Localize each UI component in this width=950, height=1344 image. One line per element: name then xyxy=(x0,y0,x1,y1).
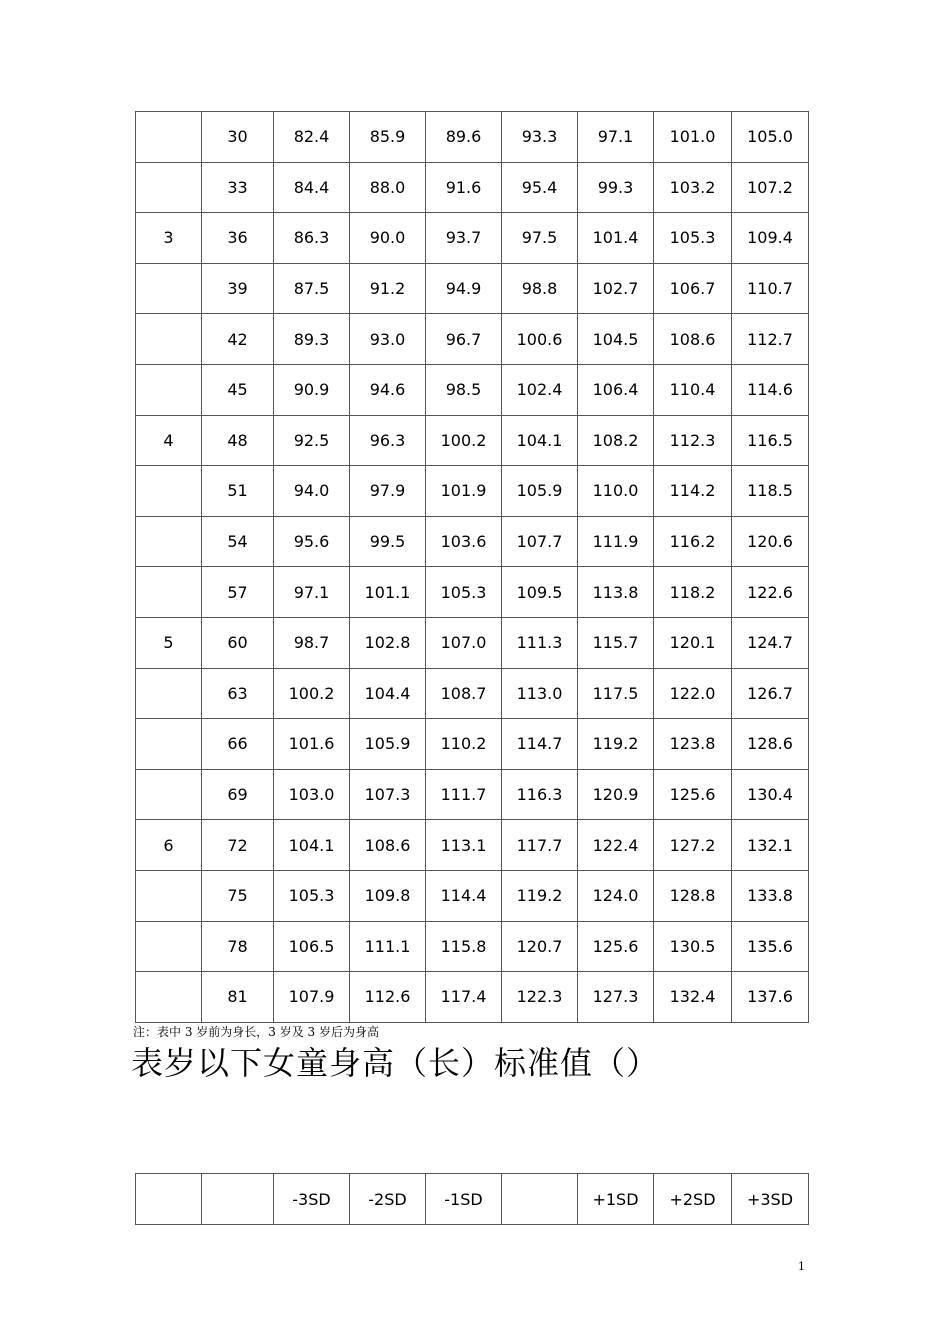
value-cell: 104.1 xyxy=(502,415,578,466)
age-month-cell: 42 xyxy=(202,314,274,365)
table-row xyxy=(136,466,809,517)
table-row xyxy=(136,719,809,770)
value-cell: 107.3 xyxy=(350,769,426,820)
age-month-cell: 39 xyxy=(202,263,274,314)
value-cell: 105.0 xyxy=(732,112,809,163)
value-cell: 122.4 xyxy=(578,820,654,871)
value-cell: 107.7 xyxy=(502,516,578,567)
value-cell: 107.9 xyxy=(274,972,350,1023)
value-cell: 128.8 xyxy=(654,870,732,921)
age-month-cell: 66 xyxy=(202,719,274,770)
table-note: 注：表中 3 岁前为身长，3 岁及 3 岁后为身高 xyxy=(133,1025,379,1039)
value-cell: 106.7 xyxy=(654,263,732,314)
age-month-cell: 30 xyxy=(202,112,274,163)
age-month-cell: 36 xyxy=(202,213,274,264)
value-cell: 115.8 xyxy=(426,921,502,972)
value-cell: 125.6 xyxy=(578,921,654,972)
value-cell: 84.4 xyxy=(274,162,350,213)
value-cell: 126.7 xyxy=(732,668,809,719)
age-month-cell: 69 xyxy=(202,769,274,820)
value-cell: 112.3 xyxy=(654,415,732,466)
value-cell: 94.6 xyxy=(350,364,426,415)
value-cell: 113.1 xyxy=(426,820,502,871)
value-cell: 107.0 xyxy=(426,617,502,668)
value-cell: 92.5 xyxy=(274,415,350,466)
value-cell: 108.7 xyxy=(426,668,502,719)
table-row xyxy=(136,870,809,921)
age-year-cell xyxy=(136,921,202,972)
value-cell: 130.5 xyxy=(654,921,732,972)
age-year-cell xyxy=(136,769,202,820)
value-cell: 103.0 xyxy=(274,769,350,820)
age-year-cell xyxy=(136,972,202,1023)
value-cell: 100.6 xyxy=(502,314,578,365)
value-cell: 90.9 xyxy=(274,364,350,415)
value-cell: 118.2 xyxy=(654,567,732,618)
age-year-cell: 6 xyxy=(136,820,202,871)
column-header: +1SD xyxy=(578,1174,654,1225)
value-cell: 110.2 xyxy=(426,719,502,770)
value-cell: 105.3 xyxy=(654,213,732,264)
value-cell: 108.6 xyxy=(350,820,426,871)
value-cell: 137.6 xyxy=(732,972,809,1023)
value-cell: 111.3 xyxy=(502,617,578,668)
value-cell: 119.2 xyxy=(502,870,578,921)
value-cell: 97.5 xyxy=(502,213,578,264)
page-number: 1 xyxy=(798,1260,805,1273)
value-cell: 109.5 xyxy=(502,567,578,618)
value-cell: 89.3 xyxy=(274,314,350,365)
value-cell: 118.5 xyxy=(732,466,809,517)
table-row xyxy=(136,415,809,466)
value-cell: 97.1 xyxy=(578,112,654,163)
value-cell: 117.4 xyxy=(426,972,502,1023)
value-cell: 94.0 xyxy=(274,466,350,517)
column-header: -1SD xyxy=(426,1174,502,1225)
table-row xyxy=(136,364,809,415)
value-cell: 112.7 xyxy=(732,314,809,365)
table-row xyxy=(136,617,809,668)
value-cell: 89.6 xyxy=(426,112,502,163)
age-year-cell xyxy=(136,668,202,719)
value-cell: 124.7 xyxy=(732,617,809,668)
value-cell: 101.9 xyxy=(426,466,502,517)
value-cell: 98.7 xyxy=(274,617,350,668)
age-year-cell xyxy=(136,364,202,415)
age-month-cell: 75 xyxy=(202,870,274,921)
value-cell: 120.9 xyxy=(578,769,654,820)
value-cell: 82.4 xyxy=(274,112,350,163)
value-cell: 114.2 xyxy=(654,466,732,517)
value-cell: 114.4 xyxy=(426,870,502,921)
value-cell: 91.6 xyxy=(426,162,502,213)
value-cell: 91.2 xyxy=(350,263,426,314)
value-cell: 106.4 xyxy=(578,364,654,415)
value-cell: 105.3 xyxy=(274,870,350,921)
value-cell: 110.0 xyxy=(578,466,654,517)
value-cell: 98.8 xyxy=(502,263,578,314)
value-cell: 103.6 xyxy=(426,516,502,567)
value-cell: 96.3 xyxy=(350,415,426,466)
value-cell: 133.8 xyxy=(732,870,809,921)
value-cell: 120.6 xyxy=(732,516,809,567)
value-cell: 135.6 xyxy=(732,921,809,972)
value-cell: 87.5 xyxy=(274,263,350,314)
age-year-cell xyxy=(136,870,202,921)
age-year-cell xyxy=(136,112,202,163)
value-cell: 103.2 xyxy=(654,162,732,213)
value-cell: 104.5 xyxy=(578,314,654,365)
age-month-cell: 51 xyxy=(202,466,274,517)
value-cell: 106.5 xyxy=(274,921,350,972)
age-month-cell: 57 xyxy=(202,567,274,618)
age-year-cell xyxy=(136,162,202,213)
value-cell: 111.1 xyxy=(350,921,426,972)
value-cell: 102.8 xyxy=(350,617,426,668)
value-cell: 123.8 xyxy=(654,719,732,770)
value-cell: 101.1 xyxy=(350,567,426,618)
value-cell: 102.4 xyxy=(502,364,578,415)
value-cell: 88.0 xyxy=(350,162,426,213)
value-cell: 96.7 xyxy=(426,314,502,365)
sd-header-table xyxy=(135,1173,809,1225)
value-cell: 93.3 xyxy=(502,112,578,163)
value-cell: 128.6 xyxy=(732,719,809,770)
value-cell: 115.7 xyxy=(578,617,654,668)
table-row xyxy=(136,972,809,1023)
column-header: +3SD xyxy=(732,1174,809,1225)
age-month-cell: 60 xyxy=(202,617,274,668)
value-cell: 112.6 xyxy=(350,972,426,1023)
age-year-cell xyxy=(136,263,202,314)
table-row xyxy=(136,516,809,567)
value-cell: 107.2 xyxy=(732,162,809,213)
value-cell: 132.4 xyxy=(654,972,732,1023)
age-year-cell xyxy=(136,719,202,770)
table-row xyxy=(136,921,809,972)
column-header: -2SD xyxy=(350,1174,426,1225)
value-cell: 125.6 xyxy=(654,769,732,820)
value-cell: 109.4 xyxy=(732,213,809,264)
value-cell: 105.9 xyxy=(502,466,578,517)
column-header xyxy=(202,1174,274,1225)
value-cell: 100.2 xyxy=(274,668,350,719)
value-cell: 99.3 xyxy=(578,162,654,213)
value-cell: 86.3 xyxy=(274,213,350,264)
table-row xyxy=(136,162,809,213)
value-cell: 90.0 xyxy=(350,213,426,264)
age-month-cell: 54 xyxy=(202,516,274,567)
value-cell: 98.5 xyxy=(426,364,502,415)
table-row xyxy=(136,263,809,314)
value-cell: 113.8 xyxy=(578,567,654,618)
value-cell: 97.9 xyxy=(350,466,426,517)
age-year-cell xyxy=(136,567,202,618)
height-standard-table xyxy=(135,111,809,1023)
value-cell: 109.8 xyxy=(350,870,426,921)
value-cell: 95.4 xyxy=(502,162,578,213)
value-cell: 101.4 xyxy=(578,213,654,264)
age-month-cell: 48 xyxy=(202,415,274,466)
value-cell: 127.2 xyxy=(654,820,732,871)
column-header xyxy=(502,1174,578,1225)
value-cell: 116.2 xyxy=(654,516,732,567)
column-header xyxy=(136,1174,202,1225)
column-header: -3SD xyxy=(274,1174,350,1225)
value-cell: 120.1 xyxy=(654,617,732,668)
value-cell: 124.0 xyxy=(578,870,654,921)
age-month-cell: 72 xyxy=(202,820,274,871)
value-cell: 102.7 xyxy=(578,263,654,314)
value-cell: 122.3 xyxy=(502,972,578,1023)
age-year-cell: 3 xyxy=(136,213,202,264)
value-cell: 116.3 xyxy=(502,769,578,820)
value-cell: 114.7 xyxy=(502,719,578,770)
table-title: 表岁以下女童身高（长）标准值（） xyxy=(131,1044,660,1082)
age-year-cell: 5 xyxy=(136,617,202,668)
value-cell: 110.7 xyxy=(732,263,809,314)
value-cell: 127.3 xyxy=(578,972,654,1023)
value-cell: 105.3 xyxy=(426,567,502,618)
age-year-cell: 4 xyxy=(136,415,202,466)
value-cell: 120.7 xyxy=(502,921,578,972)
value-cell: 94.9 xyxy=(426,263,502,314)
value-cell: 93.7 xyxy=(426,213,502,264)
value-cell: 111.7 xyxy=(426,769,502,820)
table-row xyxy=(136,769,809,820)
value-cell: 105.9 xyxy=(350,719,426,770)
value-cell: 111.9 xyxy=(578,516,654,567)
age-month-cell: 33 xyxy=(202,162,274,213)
age-year-cell xyxy=(136,516,202,567)
value-cell: 101.6 xyxy=(274,719,350,770)
value-cell: 99.5 xyxy=(350,516,426,567)
value-cell: 108.6 xyxy=(654,314,732,365)
age-month-cell: 63 xyxy=(202,668,274,719)
value-cell: 113.0 xyxy=(502,668,578,719)
value-cell: 122.6 xyxy=(732,567,809,618)
value-cell: 95.6 xyxy=(274,516,350,567)
age-month-cell: 81 xyxy=(202,972,274,1023)
column-header: +2SD xyxy=(654,1174,732,1225)
table-row xyxy=(136,213,809,264)
age-year-cell xyxy=(136,314,202,365)
value-cell: 104.4 xyxy=(350,668,426,719)
value-cell: 97.1 xyxy=(274,567,350,618)
table-row xyxy=(136,567,809,618)
table-row xyxy=(136,668,809,719)
value-cell: 110.4 xyxy=(654,364,732,415)
value-cell: 132.1 xyxy=(732,820,809,871)
value-cell: 119.2 xyxy=(578,719,654,770)
table-row xyxy=(136,314,809,365)
value-cell: 93.0 xyxy=(350,314,426,365)
value-cell: 130.4 xyxy=(732,769,809,820)
age-year-cell xyxy=(136,466,202,517)
value-cell: 122.0 xyxy=(654,668,732,719)
value-cell: 117.5 xyxy=(578,668,654,719)
value-cell: 85.9 xyxy=(350,112,426,163)
value-cell: 101.0 xyxy=(654,112,732,163)
age-month-cell: 78 xyxy=(202,921,274,972)
value-cell: 104.1 xyxy=(274,820,350,871)
value-cell: 100.2 xyxy=(426,415,502,466)
age-month-cell: 45 xyxy=(202,364,274,415)
value-cell: 117.7 xyxy=(502,820,578,871)
value-cell: 114.6 xyxy=(732,364,809,415)
value-cell: 116.5 xyxy=(732,415,809,466)
table-row xyxy=(136,1174,809,1225)
table-row xyxy=(136,112,809,163)
table-row xyxy=(136,820,809,871)
value-cell: 108.2 xyxy=(578,415,654,466)
